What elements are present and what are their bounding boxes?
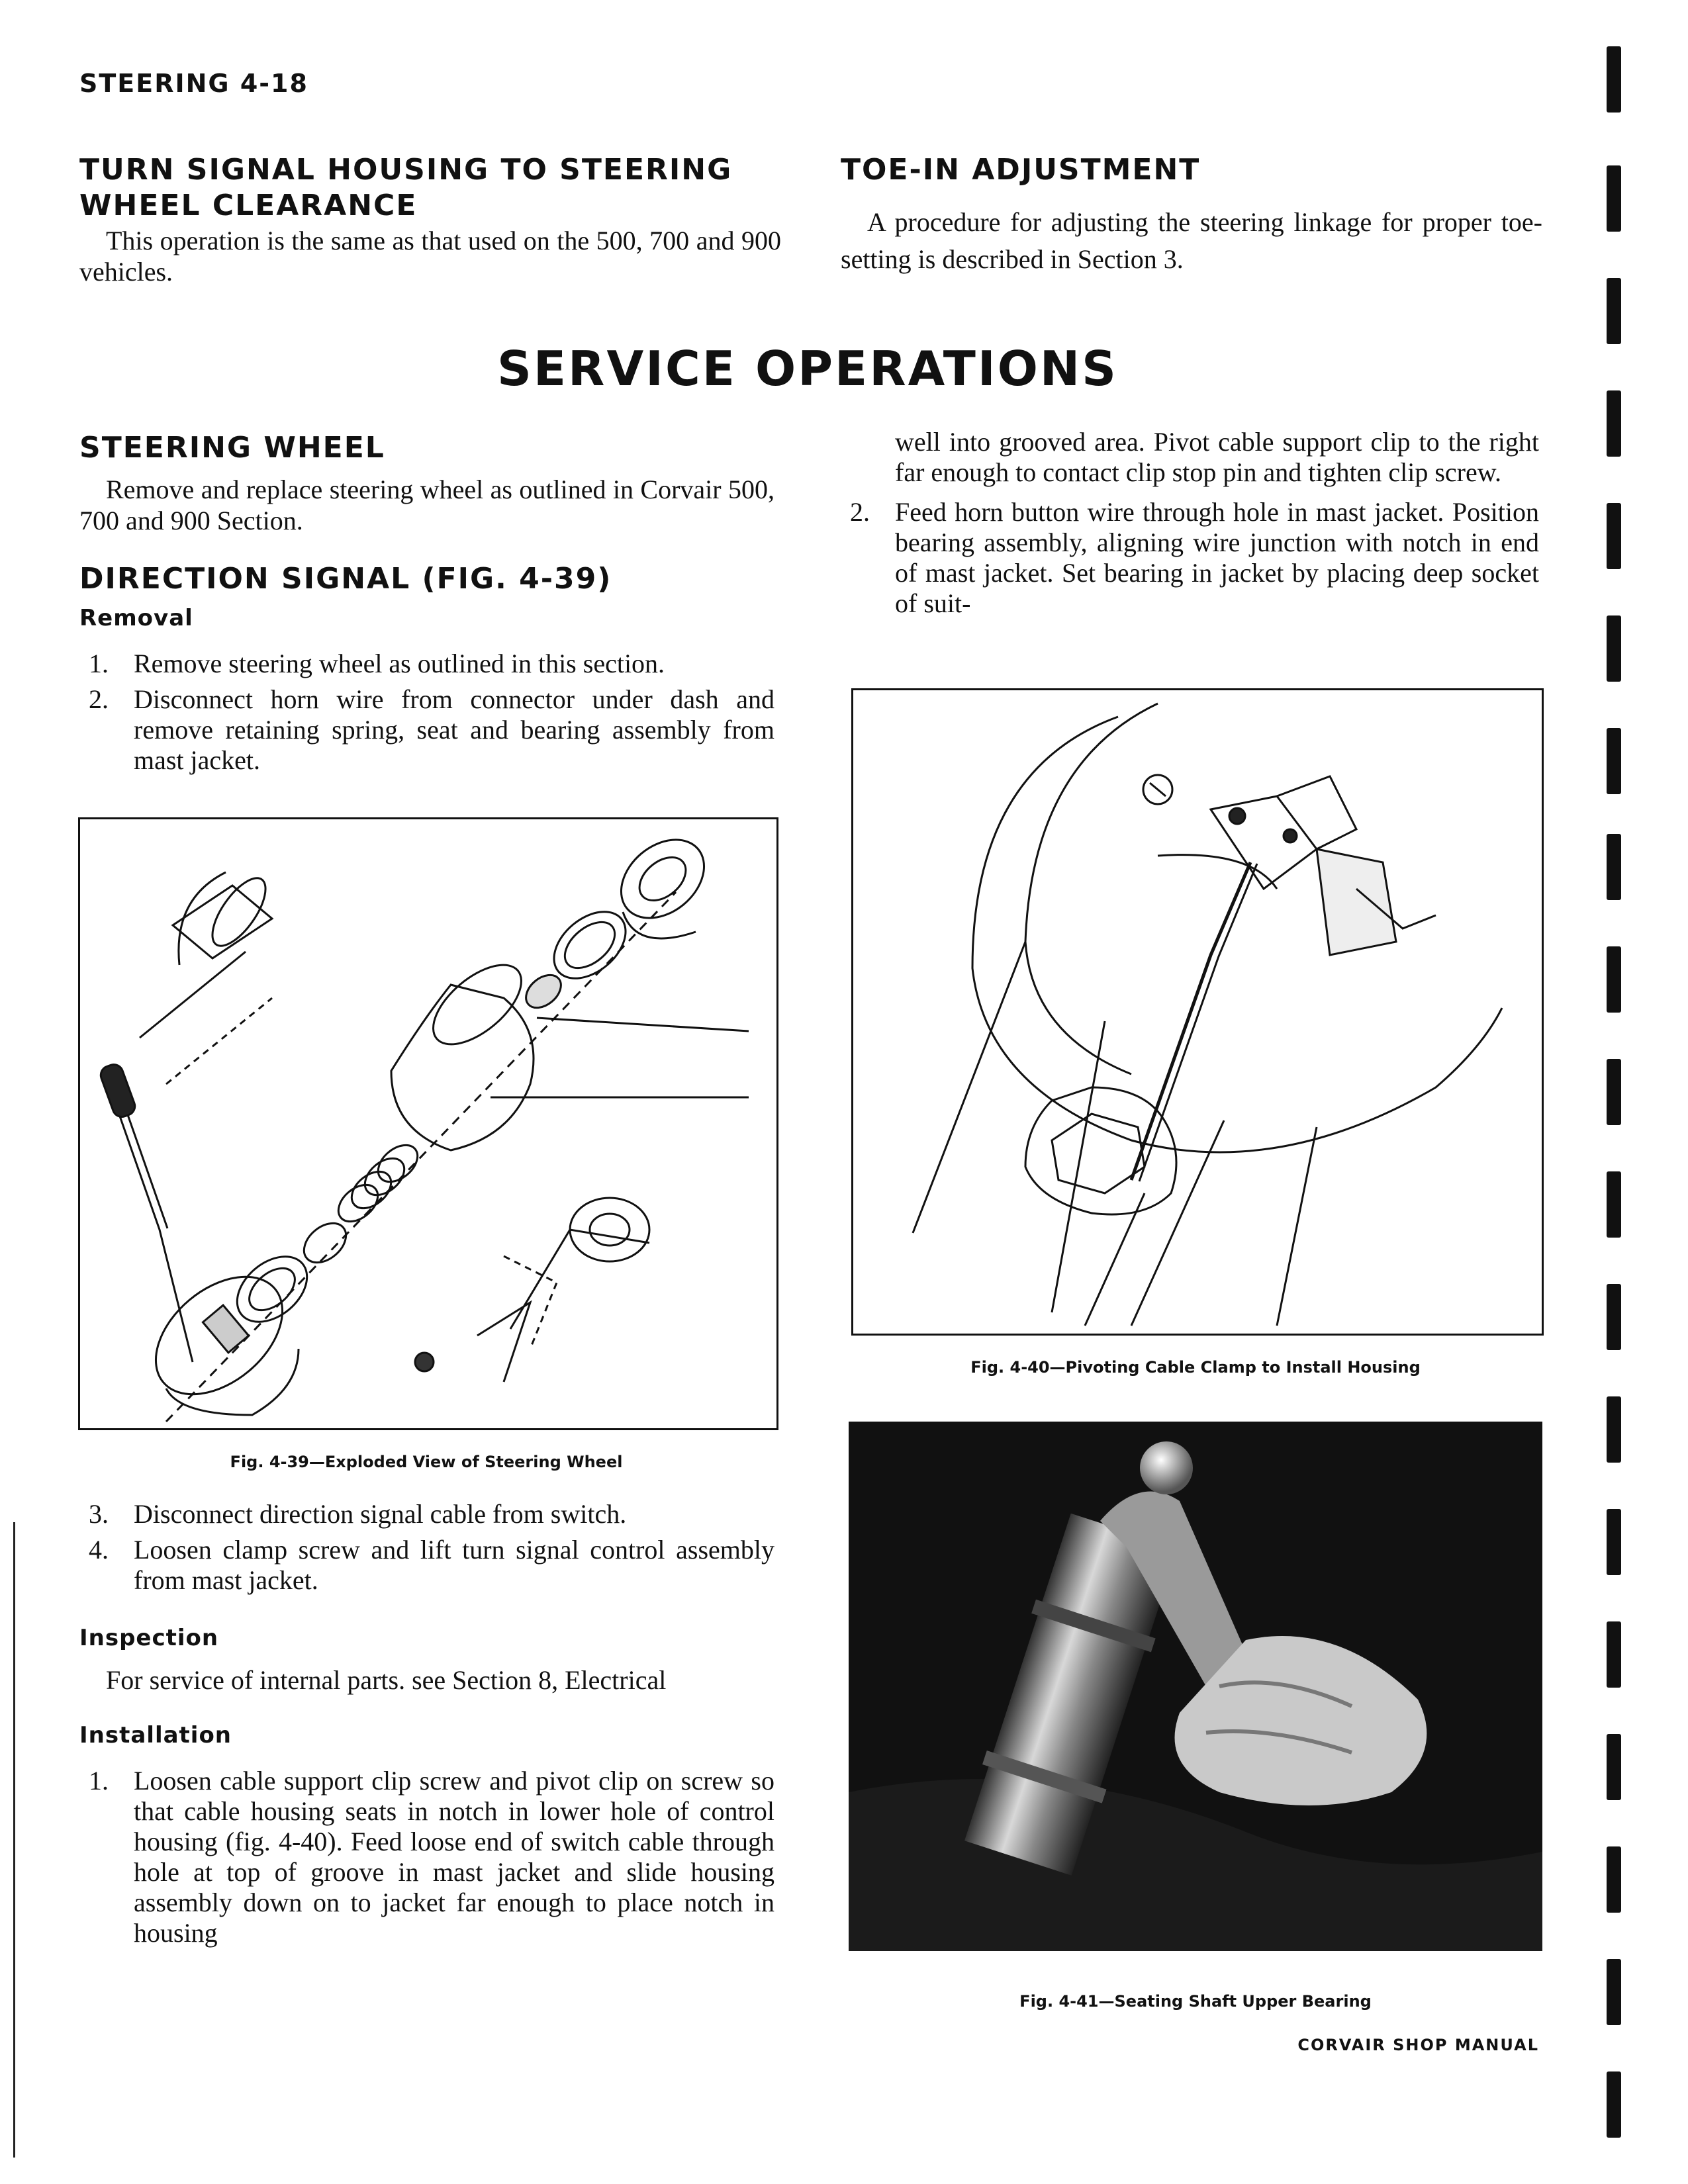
turn-signal-text: This operation is the same as that used on the 500, 700 and 900 vehicles. <box>79 226 781 287</box>
footer-manual-title: CORVAIR SHOP MANUAL <box>1297 2036 1539 2054</box>
running-head: STEERING 4-18 <box>79 69 308 98</box>
margin-bar <box>1607 278 1621 344</box>
margin-bar <box>1607 1959 1621 2025</box>
service-operations-title: SERVICE OPERATIONS <box>496 341 1119 396</box>
inspection-heading: Inspection <box>79 1625 219 1651</box>
exploded-steering-wheel-illustration <box>80 819 776 1428</box>
margin-bar <box>1607 946 1621 1013</box>
margin-bar <box>1607 1171 1621 1238</box>
removal-heading: Removal <box>79 605 193 631</box>
margin-bar <box>1607 728 1621 794</box>
margin-bar <box>1607 1284 1621 1350</box>
removal-steps <box>79 649 774 776</box>
removal-step-1: 1. Remove steering wheel as outlined in this section. <box>89 649 665 678</box>
installation-step-1: 1. Loosen cable support clip screw and pivot clip on screw so that cable housing seats in notch in lower hole of control housing (fig. 4-40). Feed loose end of switch cable through hole at top of groove in mast jacket and slide housing assembly down on to jacket far enough to place notch in housing <box>89 1766 774 1948</box>
margin-bar <box>1607 503 1621 569</box>
seating-bearing-photo <box>849 1422 1542 1951</box>
margin-bar <box>1607 46 1621 113</box>
installation-step-2: 2. Feed horn button wire through hole in mast jacket. Position bearing assembly, aligning wire junction with notch in end of mast jacket. Set bearing in jacket by placing deep socket of suit- <box>850 497 1539 618</box>
fig-4-40-caption: Fig. 4-40—Pivoting Cable Clamp to Install Housing <box>970 1358 1421 1377</box>
removal-step-4: 4. Loosen clamp screw and lift turn signal control assembly from mast jacket. <box>89 1535 774 1595</box>
inspection-text: For service of internal parts. see Section 8, Electrical <box>106 1665 667 1695</box>
cable-clamp-illustration <box>853 690 1542 1334</box>
removal-step-3: 3. Disconnect direction signal cable from switch. <box>89 1499 627 1529</box>
margin-bar <box>1607 2071 1621 2138</box>
steering-wheel-text: Remove and replace steering wheel as outlined in Corvair 500, 700 and 900 Section. <box>79 475 774 535</box>
installation-steps-continued <box>841 427 1539 619</box>
margin-bar <box>1607 1059 1621 1125</box>
turn-signal-heading-line1: TURN SIGNAL HOUSING TO STEERING <box>79 153 733 187</box>
figure-4-39 <box>78 817 778 1430</box>
margin-bar <box>1607 1846 1621 1913</box>
margin-bar <box>1607 1509 1621 1575</box>
figure-4-40 <box>851 688 1544 1336</box>
margin-bar <box>1607 1621 1621 1688</box>
installation-heading: Installation <box>79 1722 232 1749</box>
installation-step-1-continued: well into grooved area. Pivot cable support clip to the right far enough to contact clip stop pin and tighten clip screw. <box>895 427 1539 487</box>
toe-in-section <box>841 152 1542 278</box>
margin-bar <box>1607 390 1621 457</box>
steering-wheel-heading: STEERING WHEEL <box>79 431 385 465</box>
removal-step-2: 2. Disconnect horn wire from connector under dash and remove retaining spring, seat and bearing assembly from mast jacket. <box>89 684 774 775</box>
scan-edge-line <box>13 1522 15 2158</box>
left-column-top <box>79 430 774 781</box>
right-column-top <box>841 427 1539 624</box>
fig-4-41-caption: Fig. 4-41—Seating Shaft Upper Bearing <box>1019 1992 1372 2011</box>
margin-bar <box>1607 1734 1621 1800</box>
direction-signal-heading: DIRECTION SIGNAL (FIG. 4-39) <box>79 562 612 596</box>
margin-bar <box>1607 165 1621 232</box>
fig-4-39-caption: Fig. 4-39—Exploded View of Steering Wheel <box>230 1453 623 1471</box>
left-column-bottom <box>79 1499 774 1954</box>
margin-bar <box>1607 1396 1621 1463</box>
toe-in-heading: TOE-IN ADJUSTMENT <box>841 153 1201 187</box>
figure-4-41-photo <box>849 1422 1542 1951</box>
toe-in-text: A procedure for adjusting the steering linkage for proper toe-setting is described in Section 3. <box>841 207 1542 274</box>
turn-signal-section <box>79 152 781 287</box>
margin-bar <box>1607 834 1621 900</box>
installation-steps <box>79 1766 774 1948</box>
removal-steps-continued <box>79 1499 774 1596</box>
margin-bar <box>1607 615 1621 682</box>
turn-signal-heading-line2: WHEEL CLEARANCE <box>79 189 418 222</box>
